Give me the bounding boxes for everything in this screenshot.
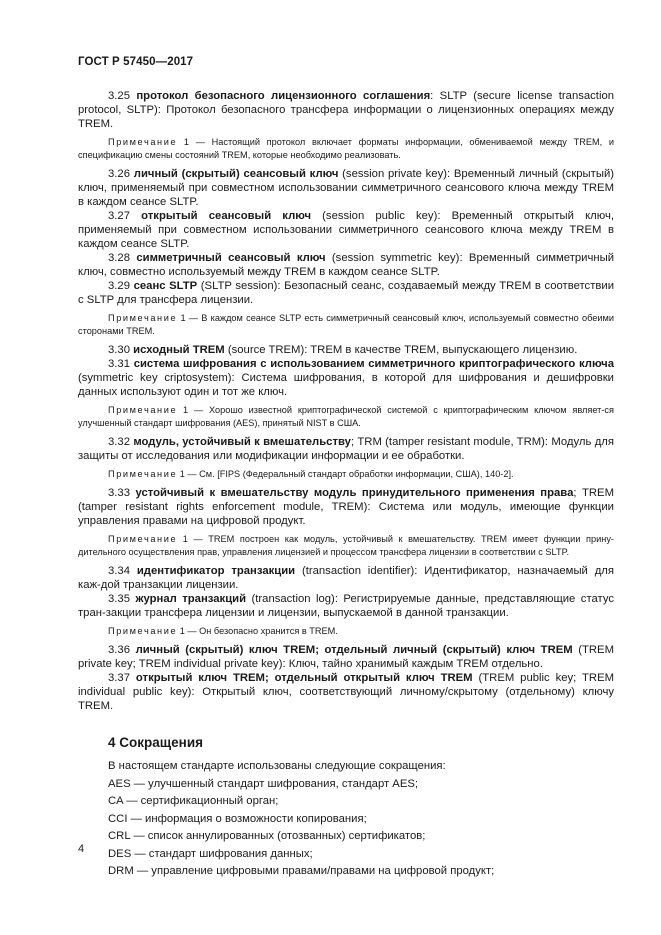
term-separator <box>311 210 322 222</box>
term-text: (source TREM): TREM в качестве TREM, выпускающего лицензию. <box>227 344 578 356</box>
term-definition <box>78 251 614 279</box>
term-note <box>78 533 614 559</box>
note-label: Примечание <box>108 534 178 544</box>
page-number: 4 <box>78 843 85 855</box>
note-text: 1 — См. [FIPS (Федеральный стандарт обработки информации, США), 140-2]. <box>179 469 514 479</box>
note-text: 1 — В каждом сеансе SLTP есть симметричный сеансовый ключ, используемый совместно обеими сторонами TREM. <box>78 313 614 336</box>
term-number: 3.33 <box>108 487 130 499</box>
term-name: симметричный сеансовый ключ <box>136 252 326 264</box>
term-name: протокол безопасного лицензионного соглашения <box>136 90 431 102</box>
term-text: TREM (tamper resistant rights enforcement module, TREM): Система или модуль, имеющие функции управления правами на цифровой продукт. <box>78 487 615 527</box>
document-header: ГОСТ Р 57450—2017 <box>78 56 194 68</box>
term-definition <box>78 89 614 131</box>
section-title: 4 Сокращения <box>108 735 203 750</box>
term-note <box>78 136 614 162</box>
term-separator: ; <box>350 436 358 448</box>
term-number: 3.25 <box>108 90 130 102</box>
term-definition <box>78 279 614 307</box>
term-name: исходный TREM <box>133 344 225 356</box>
term-name: открытый сеансовый ключ <box>141 210 312 222</box>
note-label: Примечание <box>108 137 178 147</box>
term-number: 3.32 <box>108 436 130 448</box>
term-definition <box>78 435 614 463</box>
term-number: 3.34 <box>108 565 130 577</box>
section-intro: В настоящем стандарте использованы следующие сокращения: <box>108 760 446 772</box>
term-name: идентификатор транзакции <box>136 565 296 577</box>
term-definition <box>78 486 614 528</box>
term-separator <box>295 565 302 577</box>
term-definition <box>78 167 614 209</box>
term-number: 3.35 <box>108 593 130 605</box>
term-text: (TREM public key; TREM individual public key): Открытый ключ, соответствующий личному/скрытому (отдельному) ключу TREM. <box>78 672 615 712</box>
note-text: 1 — TREM построен как модуль, устойчивый к вмешательству. TREM имеет функции прину-дительного осуществления прав, управления лицензией и процессом трансфера лицензии в соответствии с SLTP. <box>78 534 614 557</box>
term-name: личный (скрытый) ключ TREM; отдельный личный (скрытый) ключ TREM <box>135 644 573 656</box>
term-name: журнал транзакций <box>135 593 247 605</box>
term-text: (SLTP session): Безопасный сеанс, создаваемый между TREM в соответствии с SLTP для трансфера лицензии. <box>78 280 614 306</box>
term-note <box>78 404 614 430</box>
term-text: (transaction identifier): Идентификатор, назначаемый для каж-дой транзакции лицензии. <box>78 565 615 591</box>
abbreviation-item: AES — улучшенный стандарт шифрования, стандарт AES; <box>108 777 419 790</box>
note-text: 1 — Хорошо известной криптографической системой с криптографическим ключом являет-ся улучшенный стандарт шифрования (AES), принятый NIST в США. <box>78 405 614 428</box>
abbreviation-item: CRL — список аннулированных (отозванных) сертификатов; <box>108 830 426 842</box>
term-definition <box>78 592 614 620</box>
term-text: (transaction log): Регистрируемые данные, представляющие статус тран-закции трансфера лицензии и лицензии, выпускаемой в данной транзакции. <box>78 593 614 619</box>
term-name: сеанс SLTP <box>133 280 198 292</box>
term-number: 3.28 <box>108 252 130 264</box>
term-number: 3.30 <box>108 344 130 356</box>
term-text: (session private key): Временный личный (скрытый) ключ, применяемый при совместном использовании симметричного сеансового ключа между TREM в каждом сеансе SLTP. <box>78 168 615 208</box>
term-separator: ; <box>573 487 582 499</box>
term-text: (TREM private key; TREM individual private key): Ключ, тайно хранимый каждым TREM отдельно. <box>78 644 615 670</box>
term-definition <box>78 343 614 357</box>
term-name: устойчивый к вмешательству модуль принудительного применения права <box>135 487 574 499</box>
abbreviation-list <box>78 777 614 879</box>
note-text: 1 — Он безопасно хранится в TREM. <box>179 626 338 636</box>
note-label: Примечание <box>108 626 178 636</box>
terms-list <box>78 89 614 713</box>
term-definition <box>78 209 614 251</box>
term-name: модуль, устойчивый к вмешательству <box>133 436 351 448</box>
term-number: 3.27 <box>108 210 130 222</box>
term-separator: : <box>430 90 440 102</box>
term-text: (session symmetric key): Временный симметричный ключ, совместно используемый между TREM в каждом сеансе SLTP. <box>78 252 615 278</box>
term-text: TRM (tamper resistant module, TRM): Модуль для защиты от исследования или модификации информации и ее обработки. <box>78 436 615 462</box>
note-label: Примечание <box>108 469 178 479</box>
abbreviation-item: DES — стандарт шифрования данных; <box>108 847 313 860</box>
term-number: 3.26 <box>108 168 130 180</box>
term-number: 3.29 <box>108 280 130 292</box>
term-definition <box>78 357 614 399</box>
term-number: 3.37 <box>108 672 130 684</box>
document-body <box>78 89 614 882</box>
note-label: Примечание <box>108 313 178 323</box>
term-number: 3.31 <box>108 358 130 370</box>
term-name: система шифрования с использованием симметричного криптографического ключа <box>133 358 615 370</box>
term-number: 3.36 <box>108 644 130 656</box>
term-text: (symmetric key criptosystem): Система шифрования, в которой для шифрования и дешифровки данных используют один и тот же ключ. <box>78 372 614 398</box>
abbreviation-item: CA — сертификационный орган; <box>108 795 279 807</box>
term-text: SLTP (secure license transaction protocol, SLTP): Протокол безопасного трансфера информации о лицензионных операциях между TREM. <box>78 90 615 130</box>
term-name: открытый ключ TREM; отдельный открытый ключ TREM <box>135 672 473 684</box>
note-text: 1 — Настоящий протокол включает форматы информации, обмениваемой между TREM, и спецификацию смены состояний TREM, которые необходимо реализовать. <box>78 137 614 160</box>
term-name: личный (скрытый) сеансовый ключ <box>133 168 339 180</box>
note-label: Примечание <box>108 405 178 415</box>
term-definition <box>78 643 614 671</box>
term-note <box>78 625 614 638</box>
abbreviation-item: DRM — управление цифровыми правами/правами на цифровой продукт; <box>108 865 495 877</box>
term-note <box>78 312 614 338</box>
term-definition <box>78 564 614 592</box>
term-note <box>78 468 614 481</box>
term-text: (session public key): Временный открытый ключ, применяемый при совместном использовании симметричного сеансового ключа между TREM в каждом сеансе SLTP. <box>78 210 614 250</box>
term-definition <box>78 671 614 713</box>
abbreviation-item: CCI — информация о возможности копирования; <box>108 812 367 825</box>
